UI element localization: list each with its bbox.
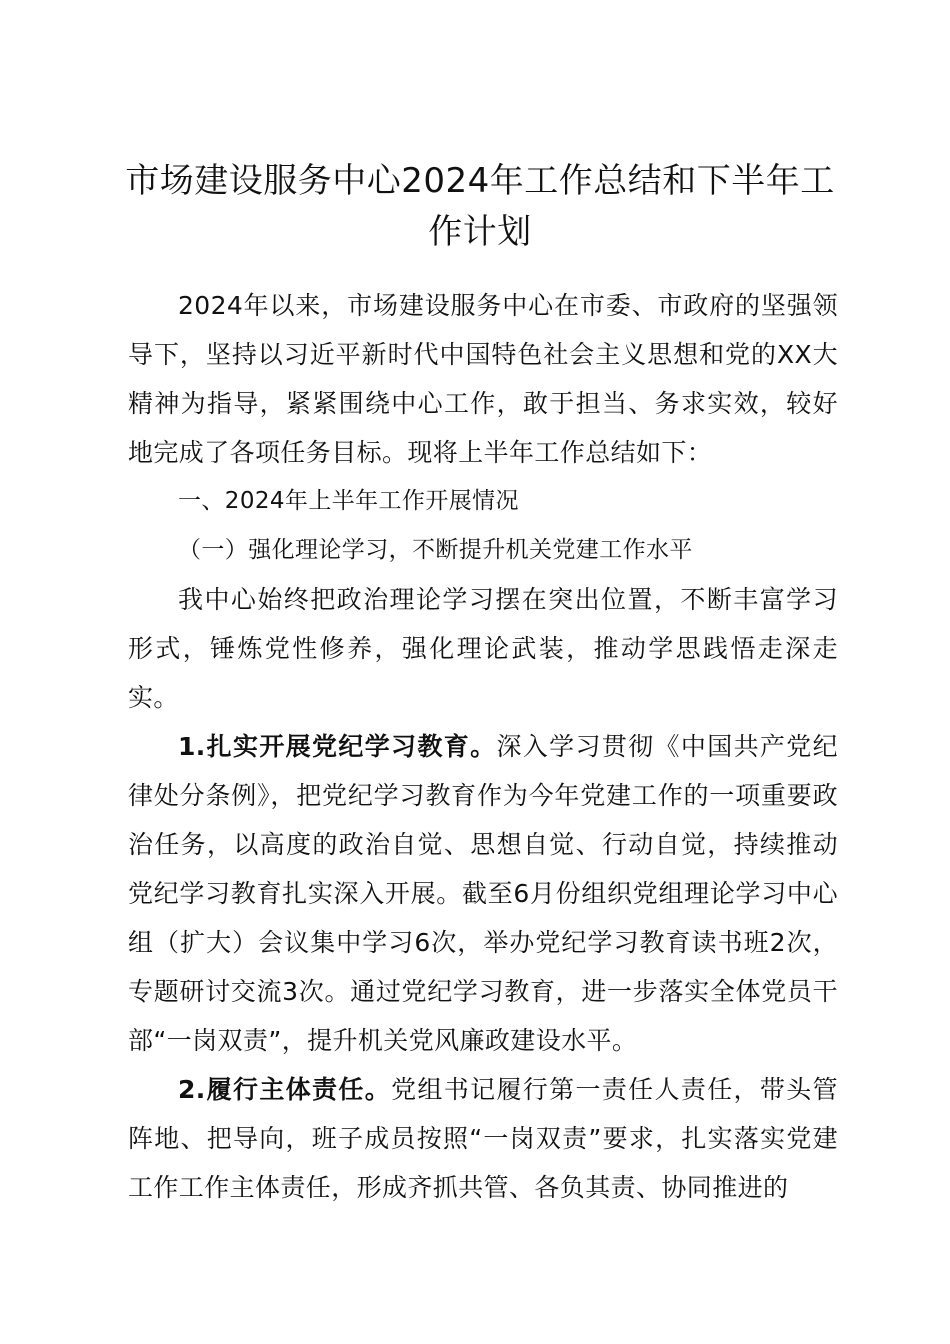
paragraph-text: 党组书记履行第一责任人责任，带头管阵地、把导向，班子成员按照“一岗双责”要求，扎实落实党建工作工作主体责任，形成齐抓共管、各负其责、协同推进的	[128, 1075, 838, 1202]
document-body	[128, 281, 838, 1212]
paragraph-text: 一、2024年上半年工作开展情况	[178, 488, 519, 514]
intro-paragraph	[128, 281, 838, 477]
document-title: 市场建设服务中心2024年工作总结和下半年工作计划	[125, 161, 835, 252]
paragraph-text: 我中心始终把政治理论学习摆在突出位置，不断丰富学习形式，锤炼党性修养，强化理论武装，推动学思践悟走深走实。	[128, 585, 838, 712]
body-paragraph	[128, 722, 838, 1065]
paragraph-text: 深入学习贯彻《中国共产党纪律处分条例》，把党纪学习教育作为今年党建工作的一项重要政治任务，以高度的政治自觉、思想自觉、行动自觉，持续推动党纪学习教育扎实深入开展。截至6月份组织党组理论学习中心组（扩大）会议集中学习6次，举办党纪学习教育读书班2次，专题研讨交流3次。通过党纪学习教育，进一步落实全体党员干部“一岗双责”，提升机关党风廉政建设水平。	[128, 732, 839, 1055]
body-paragraph	[128, 575, 838, 722]
paragraph-text: （一）强化理论学习，不断提升机关党建工作水平	[178, 537, 693, 563]
paragraph-lead: 2.履行主体责任。	[178, 1075, 392, 1104]
section-heading	[128, 477, 838, 526]
body-paragraph	[128, 1065, 838, 1212]
paragraph-lead: 1.扎实开展党纪学习教育。	[178, 732, 497, 761]
paragraph-text: 2024年以来，市场建设服务中心在市委、市政府的坚强领导下，坚持以习近平新时代中国特色社会主义思想和党的XX大精神为指导，紧紧围绕中心工作，敢于担当、务求实效，较好地完成了各项任务目标。现将上半年工作总结如下：	[128, 291, 838, 467]
subsection-heading	[128, 526, 838, 575]
